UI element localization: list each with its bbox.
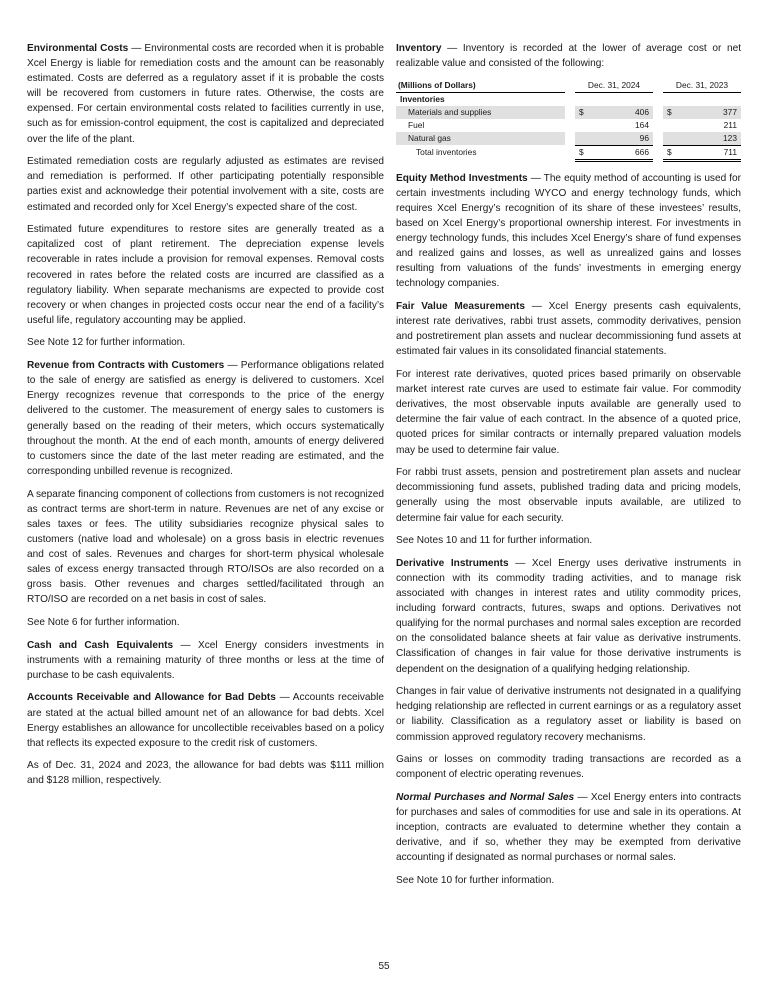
derivatives-paragraph: Derivative Instruments — Xcel Energy uses derivative instruments in connection with its commodity trading activities, and to manage risk associated with changes in interest rates and utility commodity prices, including forward contracts, futures, swaps and options. Derivatives not qualifying for the normal purchases and normal sales exception are recorded on the consolidated balance sheets at fair value as derivative instruments. Classification of changes in fair value for those derivative instruments is dependent on the designation of a qualifying hedging relationship. xyxy=(396,557,741,675)
page-number: 55 xyxy=(378,961,390,972)
fair-value-heading: Fair Value Measurements xyxy=(396,301,526,313)
col-header-2024: Dec. 31, 2024 xyxy=(575,79,653,93)
see-notes-10-11: See Notes 10 and 11 for further information. xyxy=(396,535,593,547)
table-row: Fuel 164 211 xyxy=(408,119,737,130)
left-column xyxy=(27,41,384,796)
rabbi-trust-paragraph: For rabbi trust assets, pension and postretirement plan assets and nuclear decommissioning fund assets, published trading data and pricing models, generally using the most observable inputs available, are utilized to determine fair value for each security. xyxy=(396,467,741,524)
changes-fair-value-paragraph: Changes in fair value of derivative instruments not designated in a qualifying hedging relationship are reflected in current earnings or as a regulatory asset or liability. Classification as a regulatory asset or liability is based on commission approved regulatory recovery mechanisms. xyxy=(396,686,741,743)
equity-paragraph: Equity Method Investments — The equity method of accounting is used for certain investments including WYCO and energy technology funds, which requires Xcel Energy’s recognition of its share of these investees’ results, based on Xcel Energy’s proportional ownership interest. For investments in energy technology funds, this includes Xcel Energy’s share of fund expenses and realized gains and losses, as well as unrealized gains and losses resulting from valuations of the funds’ investments in emerging energy technology companies. xyxy=(396,172,742,290)
inventory-heading: Inventory xyxy=(396,43,442,54)
table-row: Materials and supplies $ 406 $ 377 xyxy=(396,106,741,119)
cash-heading: Cash and Cash Equivalents xyxy=(27,639,174,651)
remediation-paragraph: Estimated remediation costs are regularly adjusted as estimates are revised and remediation is performed. If other participating potentially responsible parties exist and acknowledge their potential involvement with a site, costs are estimated and recorded only for Xcel Energy’s expected share of the cost. xyxy=(27,156,384,213)
cash-paragraph: Cash and Cash Equivalents — Xcel Energy considers investments in instruments with a remaining maturity of three months or less at the time of purchase to be cash equivalents. xyxy=(27,639,384,681)
col-header-2023: Dec. 31, 2023 xyxy=(663,79,741,93)
revenue-heading: Revenue from Contracts with Customers xyxy=(27,360,225,372)
receivables-heading: Accounts Receivable and Allowance for Bad Debts xyxy=(27,692,276,704)
total-row: Total inventories $ 666 $ 711 xyxy=(396,145,741,160)
see-note-10: See Note 10 for further information. xyxy=(396,875,555,887)
allowance-paragraph: As of Dec. 31, 2024 and 2023, the allowance for bad debts was $111 million and $128 million, respectively. xyxy=(27,760,384,787)
section-row: Inventories xyxy=(396,92,741,106)
revenue-paragraph: Revenue from Contracts with Customers — Performance obligations related to the sale of energy are satisfied as energy is delivered to customers. Xcel Energy recognizes revenue that corresponds to the price of the energy delivered to the customer. The measurement of energy sales to customers is generally based on the reading of their meters, which occurs systematically throughout the month. At the end of each month, amounts of energy delivered to customers since the date of the last meter reading are estimated, and the corresponding unbilled revenue is recognized. xyxy=(27,360,384,477)
financing-paragraph: A separate financing component of collections from customers is not recognized as contract terms are short-term in nature. Revenues are net of any excise or sales taxes or fees. The utility subsidiaries recognize physical sales to customers (native load and wholesale) on a gross basis in electric revenues and cost of sales. Revenues and charges for short-term physical wholesale sales of excess energy transacted through RTO/ISOs are also recorded on a gross basis. Other revenues and charges settled/facilitated through an RTO/ISO are recorded on a net basis in cost of sales. xyxy=(27,488,384,606)
interest-rate-paragraph: For interest rate derivatives, quoted prices based primarily on observable market interest rate curves are used to estimate fair value. For commodity derivatives, the most observable inputs available are generally used to determine the fair value of each contract. In the absence of a quoted price, quoted prices for similar contracts or internally prepared valuation models may be used to determine fair value. xyxy=(396,369,741,456)
see-note-6: See Note 6 for further information. xyxy=(27,616,180,628)
future-expenditures-paragraph: Estimated future expenditures to restore sites are generally treated as a capitalized cost of plant retirement. The depreciation expense levels recoverable in rates include a provision for removal expenses. Removal costs recovered in rates before the related costs are incurred are classified as a regulatory liability. When separate mechanisms are expected to provide cost recovery or when changes in projected costs occur near the end of a facility’s useful life, regulatory accounting may be applied. xyxy=(27,224,384,326)
environmental-costs-heading: Environmental Costs xyxy=(27,43,129,54)
see-note-12: See Note 12 for further information. xyxy=(27,337,186,349)
table-header-row xyxy=(396,79,741,93)
gains-losses-paragraph: Gains or losses on commodity trading transactions are recorded as a component of electric operating revenues. xyxy=(396,754,741,781)
inventory-table xyxy=(396,79,741,162)
normal-purchases-paragraph: Normal Purchases and Normal Sales — Xcel Energy enters into contracts for purchases and sales of commodities for use and sale in its operations. At inception, contracts are evaluated to determine whether they contain a derivative, and if so, whether they may be exempted from derivative accounting if designated as normal purchases or normal sales. xyxy=(396,792,741,864)
inventory-paragraph: Inventory — Inventory is recorded at the lower of average cost or net realizable value and consisted of the following: xyxy=(396,43,741,70)
right-column xyxy=(396,41,741,896)
fair-value-paragraph: Fair Value Measurements — Xcel Energy presents cash equivalents, interest rate derivatives, rabbi trust assets, commodity derivatives, pension and postretirement plan assets and nuclear decommissioning fund assets at estimated fair values in its consolidated financial statements. xyxy=(396,301,741,358)
environmental-costs-paragraph: Environmental Costs — Environmental costs are recorded when it is probable Xcel Energy is liable for remediation costs and the amount can be reasonably estimated. Costs are deferred as a regulatory asset if it is probable the costs will be recovered from customers in future rates. Otherwise, the costs are expensed. For certain environmental costs related to facilities currently in use, such as for emission-control equipment, the cost is capitalized and depreciated over the life of the plant. xyxy=(27,43,384,145)
equity-heading: Equity Method Investments xyxy=(396,172,528,184)
derivatives-heading: Derivative Instruments xyxy=(396,557,509,569)
unit-label: (Millions of Dollars) xyxy=(396,79,565,93)
receivables-paragraph: Accounts Receivable and Allowance for Bad Debts — Accounts receivable are stated at the actual billed amount net of an allowance for bad debts. Xcel Energy establishes an allowance for uncollectible receivables based on a policy that reflects its expected exposure to the credit risk of customers. xyxy=(27,692,384,749)
table-row: Natural gas 96 123 xyxy=(396,132,741,146)
normal-purchases-heading: Normal Purchases and Normal Sales xyxy=(396,792,575,803)
